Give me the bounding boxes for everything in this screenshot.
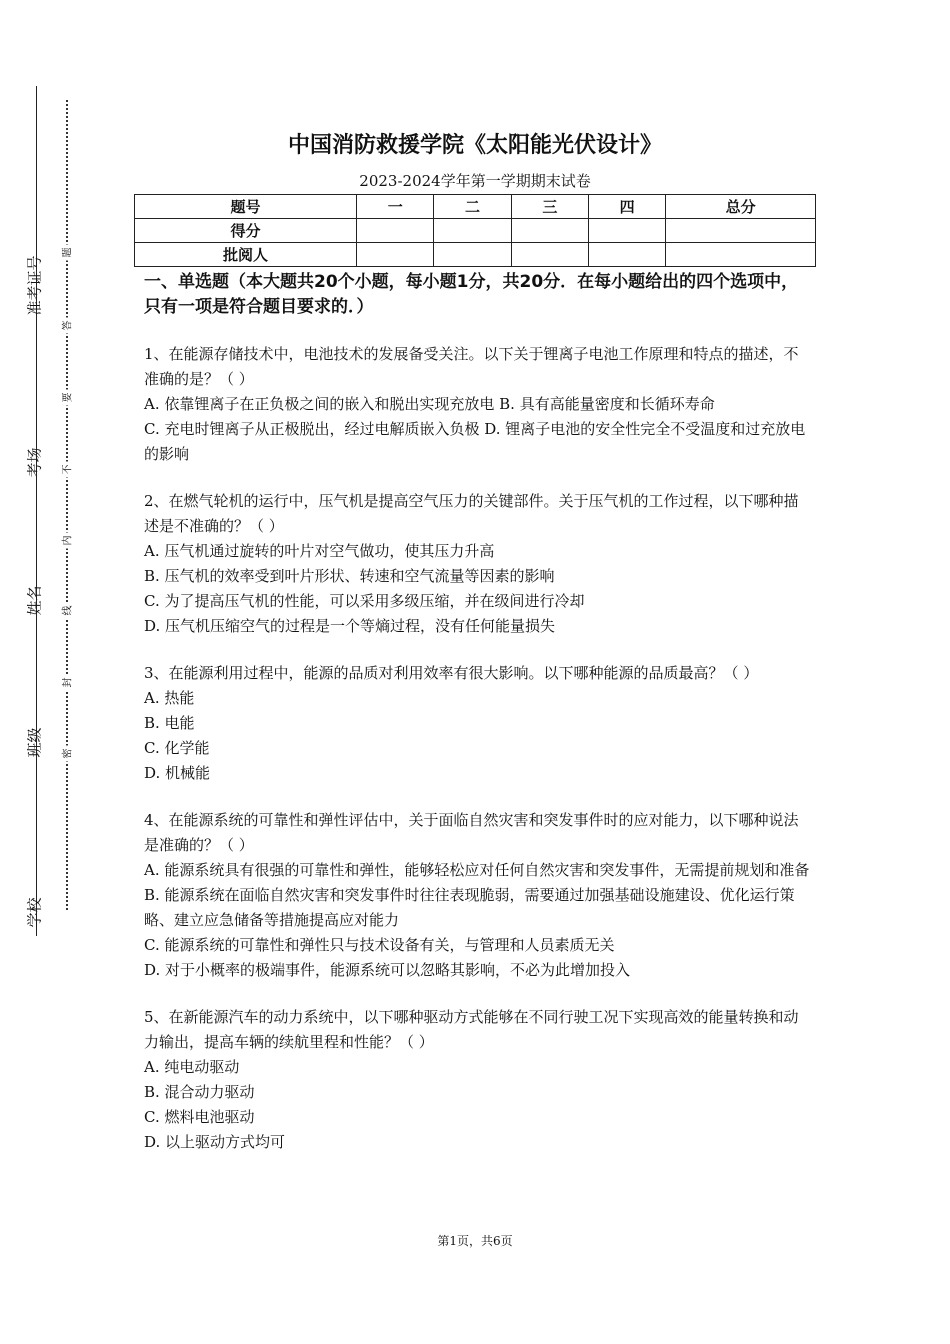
question-option: A. 依靠锂离子在正负极之间的嵌入和脱出实现充放电 B. 具有高能量密度和长循环寿命 (144, 395, 715, 413)
header-cell: 题号 (135, 195, 357, 219)
grader-cell (666, 243, 816, 267)
header-cell: 二 (434, 195, 511, 219)
question-option: D. 机械能 (144, 764, 211, 782)
header-cell: 三 (511, 195, 588, 219)
row-label: 得分 (135, 219, 357, 243)
score-table-header-row (135, 195, 816, 219)
exam-subtitle: 2023-2024学年第一学期期末试卷 (359, 172, 591, 190)
grader-cell (588, 243, 665, 267)
row-label: 批阅人 (135, 243, 357, 267)
seal-dotted-line (66, 100, 68, 910)
question-option: B. 混合动力驱动 (144, 1083, 255, 1101)
grader-cell (434, 243, 511, 267)
exam-title: 中国消防救援学院《太阳能光伏设计》 (287, 133, 662, 158)
question-4 (144, 808, 812, 983)
score-cell (357, 219, 434, 243)
seal-char: 答 (59, 318, 74, 334)
score-cell (666, 219, 816, 243)
binding-line (36, 86, 37, 936)
class-label: 班级 (25, 727, 44, 758)
seal-char: 线 (59, 603, 74, 619)
question-option: A. 能源系统具有很强的可靠性和弹性，能够轻松应对任何自然灾害和突发事件，无需提前规划和准备 (144, 861, 810, 879)
exam-content (144, 270, 812, 1155)
question-option: D. 压气机压缩空气的过程是一个等熵过程，没有任何能量损失 (144, 617, 556, 635)
seal-char: 密 (59, 746, 74, 762)
question-option: B. 压气机的效率受到叶片形状、转速和空气流量等因素的影响 (144, 567, 555, 585)
grader-cell (511, 243, 588, 267)
header-cell: 一 (357, 195, 434, 219)
section-title: 一、单选题（本大题共20个小题，每小题1分，共20分．在每小题给出的四个选项中，只有一项是符合题目要求的．） (144, 272, 799, 317)
question-option: C. 充电时锂离子从正极脱出，经过电解质嵌入负极 D. 锂离子电池的安全性完全不受温度和过充放电的影响 (144, 420, 806, 463)
seal-char: 不 (59, 462, 74, 478)
question-option: B. 电能 (144, 714, 195, 732)
page-number: 第1页，共6页 (437, 1234, 513, 1248)
seal-char: 内 (59, 533, 74, 549)
question-option: A. 压气机通过旋转的叶片对空气做功，使其压力升高 (144, 542, 495, 560)
score-cell (434, 219, 511, 243)
score-row (135, 219, 816, 243)
question-5 (144, 1005, 812, 1155)
score-cell (588, 219, 665, 243)
seal-char: 题 (59, 245, 74, 261)
score-table (134, 194, 816, 267)
question-3 (144, 661, 812, 786)
question-option: C. 燃料电池驱动 (144, 1108, 255, 1126)
question-option: A. 纯电动驱动 (144, 1058, 240, 1076)
question-option: D. 以上驱动方式均可 (144, 1133, 286, 1151)
grader-row (135, 243, 816, 267)
exam-id-label: 准考证号 (25, 255, 44, 316)
question-stem: 4、在能源系统的可靠性和弹性评估中，关于面临自然灾害和突发事件时的应对能力，以下哪种说法是准确的？（ ） (144, 811, 799, 854)
question-option: A. 热能 (144, 689, 195, 707)
question-option: C. 能源系统的可靠性和弹性只与技术设备有关，与管理和人员素质无关 (144, 936, 615, 954)
question-2 (144, 489, 812, 639)
question-option: C. 化学能 (144, 739, 210, 757)
question-stem: 3、在能源利用过程中，能源的品质对利用效率有很大影响。以下哪种能源的品质最高？（ ） (144, 664, 759, 682)
question-stem: 5、在新能源汽车的动力系统中，以下哪种驱动方式能够在不同行驶工况下实现高效的能量转换和动力输出，提高车辆的续航里程和性能？（ ） (144, 1008, 799, 1051)
question-stem: 2、在燃气轮机的运行中，压气机是提高空气压力的关键部件。关于压气机的工作过程，以下哪种描述是不准确的？（ ） (144, 492, 799, 535)
question-1 (144, 342, 812, 467)
header-cell: 四 (588, 195, 665, 219)
school-label: 学校 (25, 897, 44, 928)
seal-char: 封 (59, 675, 74, 691)
name-label: 姓名 (25, 585, 44, 616)
question-option: B. 能源系统在面临自然灾害和突发事件时往往表现脆弱，需要通过加强基础设施建设、优化运行策略、建立应急储备等措施提高应对能力 (144, 886, 795, 929)
question-stem: 1、在能源存储技术中，电池技术的发展备受关注。以下关于锂离子电池工作原理和特点的描述，不准确的是？（ ） (144, 345, 799, 388)
exam-room-label: 考场 (25, 447, 44, 478)
question-option: D. 对于小概率的极端事件，能源系统可以忽略其影响，不必为此增加投入 (144, 961, 631, 979)
score-cell (511, 219, 588, 243)
question-option: C. 为了提高压气机的性能，可以采用多级压缩，并在级间进行冷却 (144, 592, 585, 610)
header-cell: 总分 (666, 195, 816, 219)
seal-char: 要 (59, 390, 74, 406)
grader-cell (357, 243, 434, 267)
